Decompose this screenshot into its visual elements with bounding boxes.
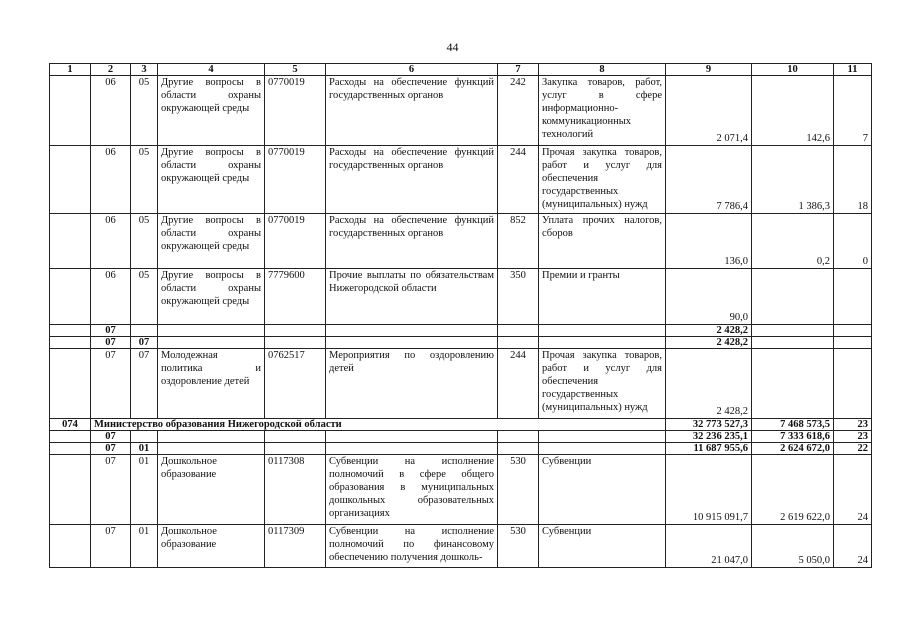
cell-section: 07 — [91, 443, 131, 455]
cell-section: 06 — [91, 146, 131, 214]
cell-plan: 7 786,4 — [666, 146, 752, 214]
cell-percent: 22 — [834, 443, 872, 455]
table-row — [50, 349, 872, 419]
cell-expense-code: 530 — [498, 455, 539, 525]
table-row — [50, 146, 872, 214]
cell-actual: 142,6 — [752, 76, 834, 146]
cell-c1 — [50, 525, 91, 568]
cell-subsection: 05 — [131, 269, 158, 325]
cell-percent: 24 — [834, 455, 872, 525]
cell-expense-code: 350 — [498, 269, 539, 325]
cell-target-code: 0117308 — [265, 455, 326, 525]
cell-actual: 5 050,0 — [752, 525, 834, 568]
cell-plan: 136,0 — [666, 214, 752, 269]
cell-target-name: Субвенции на исполнение полномочий по финансовому обеспечению получения дошколь- — [326, 525, 498, 568]
cell-subsection-name: Другие вопросы в области охраны окружающей среды — [158, 214, 265, 269]
header-row — [50, 64, 872, 76]
header-cell: 1 — [50, 64, 91, 76]
table-row — [50, 214, 872, 269]
cell-plan: 2 071,4 — [666, 76, 752, 146]
cell-actual: 2 624 672,0 — [752, 443, 834, 455]
cell-expense-name: Прочая закупка товаров, работ и услуг для обеспечения государственных (муниципальных) нужд — [539, 349, 666, 419]
cell-percent: 7 — [834, 76, 872, 146]
cell-c1 — [50, 349, 91, 419]
subtotal-row — [50, 325, 872, 337]
header-cell: 11 — [834, 64, 872, 76]
cell-section: 06 — [91, 269, 131, 325]
header-cell: 5 — [265, 64, 326, 76]
cell-plan: 11 687 955,6 — [666, 443, 752, 455]
header-cell: 7 — [498, 64, 539, 76]
cell-plan: 10 915 091,7 — [666, 455, 752, 525]
cell-expense-code: 242 — [498, 76, 539, 146]
cell-expense-name: Премии и гранты — [539, 269, 666, 325]
cell-target-name: Мероприятия по оздоровлению детей — [326, 349, 498, 419]
cell-target-name: Расходы на обеспечение функций государственных органов — [326, 76, 498, 146]
cell-target-code: 0770019 — [265, 76, 326, 146]
cell-expense-name: Закупка товаров, работ, услуг в сфере информационно-коммуникационных технологий — [539, 76, 666, 146]
header-cell: 3 — [131, 64, 158, 76]
cell-percent — [834, 349, 872, 419]
cell-subsection-name: Дошкольное образование — [158, 455, 265, 525]
cell-target-code: 0762517 — [265, 349, 326, 419]
cell-subsection-name: Другие вопросы в области охраны окружающей среды — [158, 269, 265, 325]
cell-target-code: 0117309 — [265, 525, 326, 568]
cell-expense-name: Субвенции — [539, 525, 666, 568]
cell-target-name: Прочие выплаты по обязательствам Нижегородской области — [326, 269, 498, 325]
header-cell: 9 — [666, 64, 752, 76]
ministry-row — [50, 419, 872, 431]
cell-target-code: 0770019 — [265, 146, 326, 214]
cell-ministry-code: 074 — [50, 419, 91, 431]
cell-actual: 2 619 622,0 — [752, 455, 834, 525]
cell-plan: 21 047,0 — [666, 525, 752, 568]
cell-subsection-name: Другие вопросы в области охраны окружающей среды — [158, 146, 265, 214]
cell-subsection-name: Молодежная политика и оздоровление детей — [158, 349, 265, 419]
cell-c1 — [50, 455, 91, 525]
cell-section: 07 — [91, 525, 131, 568]
header-cell: 4 — [158, 64, 265, 76]
cell-c1 — [50, 146, 91, 214]
cell-subsection: 01 — [131, 525, 158, 568]
cell-section: 07 — [91, 337, 131, 349]
cell-plan: 32 773 527,3 — [666, 419, 752, 431]
budget-table — [49, 63, 872, 568]
cell-percent: 23 — [834, 419, 872, 431]
header-cell: 2 — [91, 64, 131, 76]
cell-expense-name: Уплата прочих налогов, сборов — [539, 214, 666, 269]
cell-subsection: 05 — [131, 146, 158, 214]
cell-subsection: 07 — [131, 337, 158, 349]
cell-expense-code: 244 — [498, 349, 539, 419]
table-row — [50, 269, 872, 325]
cell-actual: 7 333 618,6 — [752, 431, 834, 443]
cell-section: 06 — [91, 214, 131, 269]
cell-percent: 18 — [834, 146, 872, 214]
subtotal-row — [50, 443, 872, 455]
cell-plan: 2 428,2 — [666, 325, 752, 337]
cell-subsection: 05 — [131, 76, 158, 146]
table-row — [50, 455, 872, 525]
cell-target-code: 7779600 — [265, 269, 326, 325]
cell-percent: 23 — [834, 431, 872, 443]
cell-subsection: 01 — [131, 455, 158, 525]
cell-percent: 24 — [834, 525, 872, 568]
cell-expense-code: 852 — [498, 214, 539, 269]
cell-target-name: Субвенции на исполнение полномочий в сфере общего образования в муниципальных дошкольных образовательных организациях — [326, 455, 498, 525]
cell-actual: 0,2 — [752, 214, 834, 269]
cell-subsection: 01 — [131, 443, 158, 455]
cell-actual — [752, 269, 834, 325]
cell-actual: 1 386,3 — [752, 146, 834, 214]
subtotal-row — [50, 431, 872, 443]
cell-c1 — [50, 214, 91, 269]
cell-subsection: 07 — [131, 349, 158, 419]
cell-expense-code: 530 — [498, 525, 539, 568]
header-cell: 10 — [752, 64, 834, 76]
cell-plan: 32 236 235,1 — [666, 431, 752, 443]
cell-subsection-name: Другие вопросы в области охраны окружающей среды — [158, 76, 265, 146]
cell-target-name: Расходы на обеспечение функций государственных органов — [326, 146, 498, 214]
cell-plan: 90,0 — [666, 269, 752, 325]
cell-expense-name: Прочая закупка товаров, работ и услуг для обеспечения государственных (муниципальных) нужд — [539, 146, 666, 214]
cell-plan: 2 428,2 — [666, 337, 752, 349]
table-row — [50, 76, 872, 146]
cell-actual — [752, 349, 834, 419]
cell-plan: 2 428,2 — [666, 349, 752, 419]
cell-ministry-name: Министерство образования Нижегородской области — [91, 419, 666, 431]
cell-expense-code: 244 — [498, 146, 539, 214]
cell-target-name: Расходы на обеспечение функций государственных органов — [326, 214, 498, 269]
cell-section: 07 — [91, 431, 131, 443]
page-number: 44 — [446, 40, 459, 54]
cell-percent — [834, 269, 872, 325]
header-cell: 8 — [539, 64, 666, 76]
cell-section: 06 — [91, 76, 131, 146]
cell-section: 07 — [91, 325, 131, 337]
cell-target-code: 0770019 — [265, 214, 326, 269]
cell-expense-name: Субвенции — [539, 455, 666, 525]
cell-section: 07 — [91, 349, 131, 419]
cell-actual: 7 468 573,5 — [752, 419, 834, 431]
cell-subsection: 05 — [131, 214, 158, 269]
cell-subsection-name: Дошкольное образование — [158, 525, 265, 568]
header-cell: 6 — [326, 64, 498, 76]
cell-c1 — [50, 76, 91, 146]
cell-section: 07 — [91, 455, 131, 525]
table-row — [50, 525, 872, 568]
cell-c1 — [50, 269, 91, 325]
subtotal-row — [50, 337, 872, 349]
cell-percent: 0 — [834, 214, 872, 269]
